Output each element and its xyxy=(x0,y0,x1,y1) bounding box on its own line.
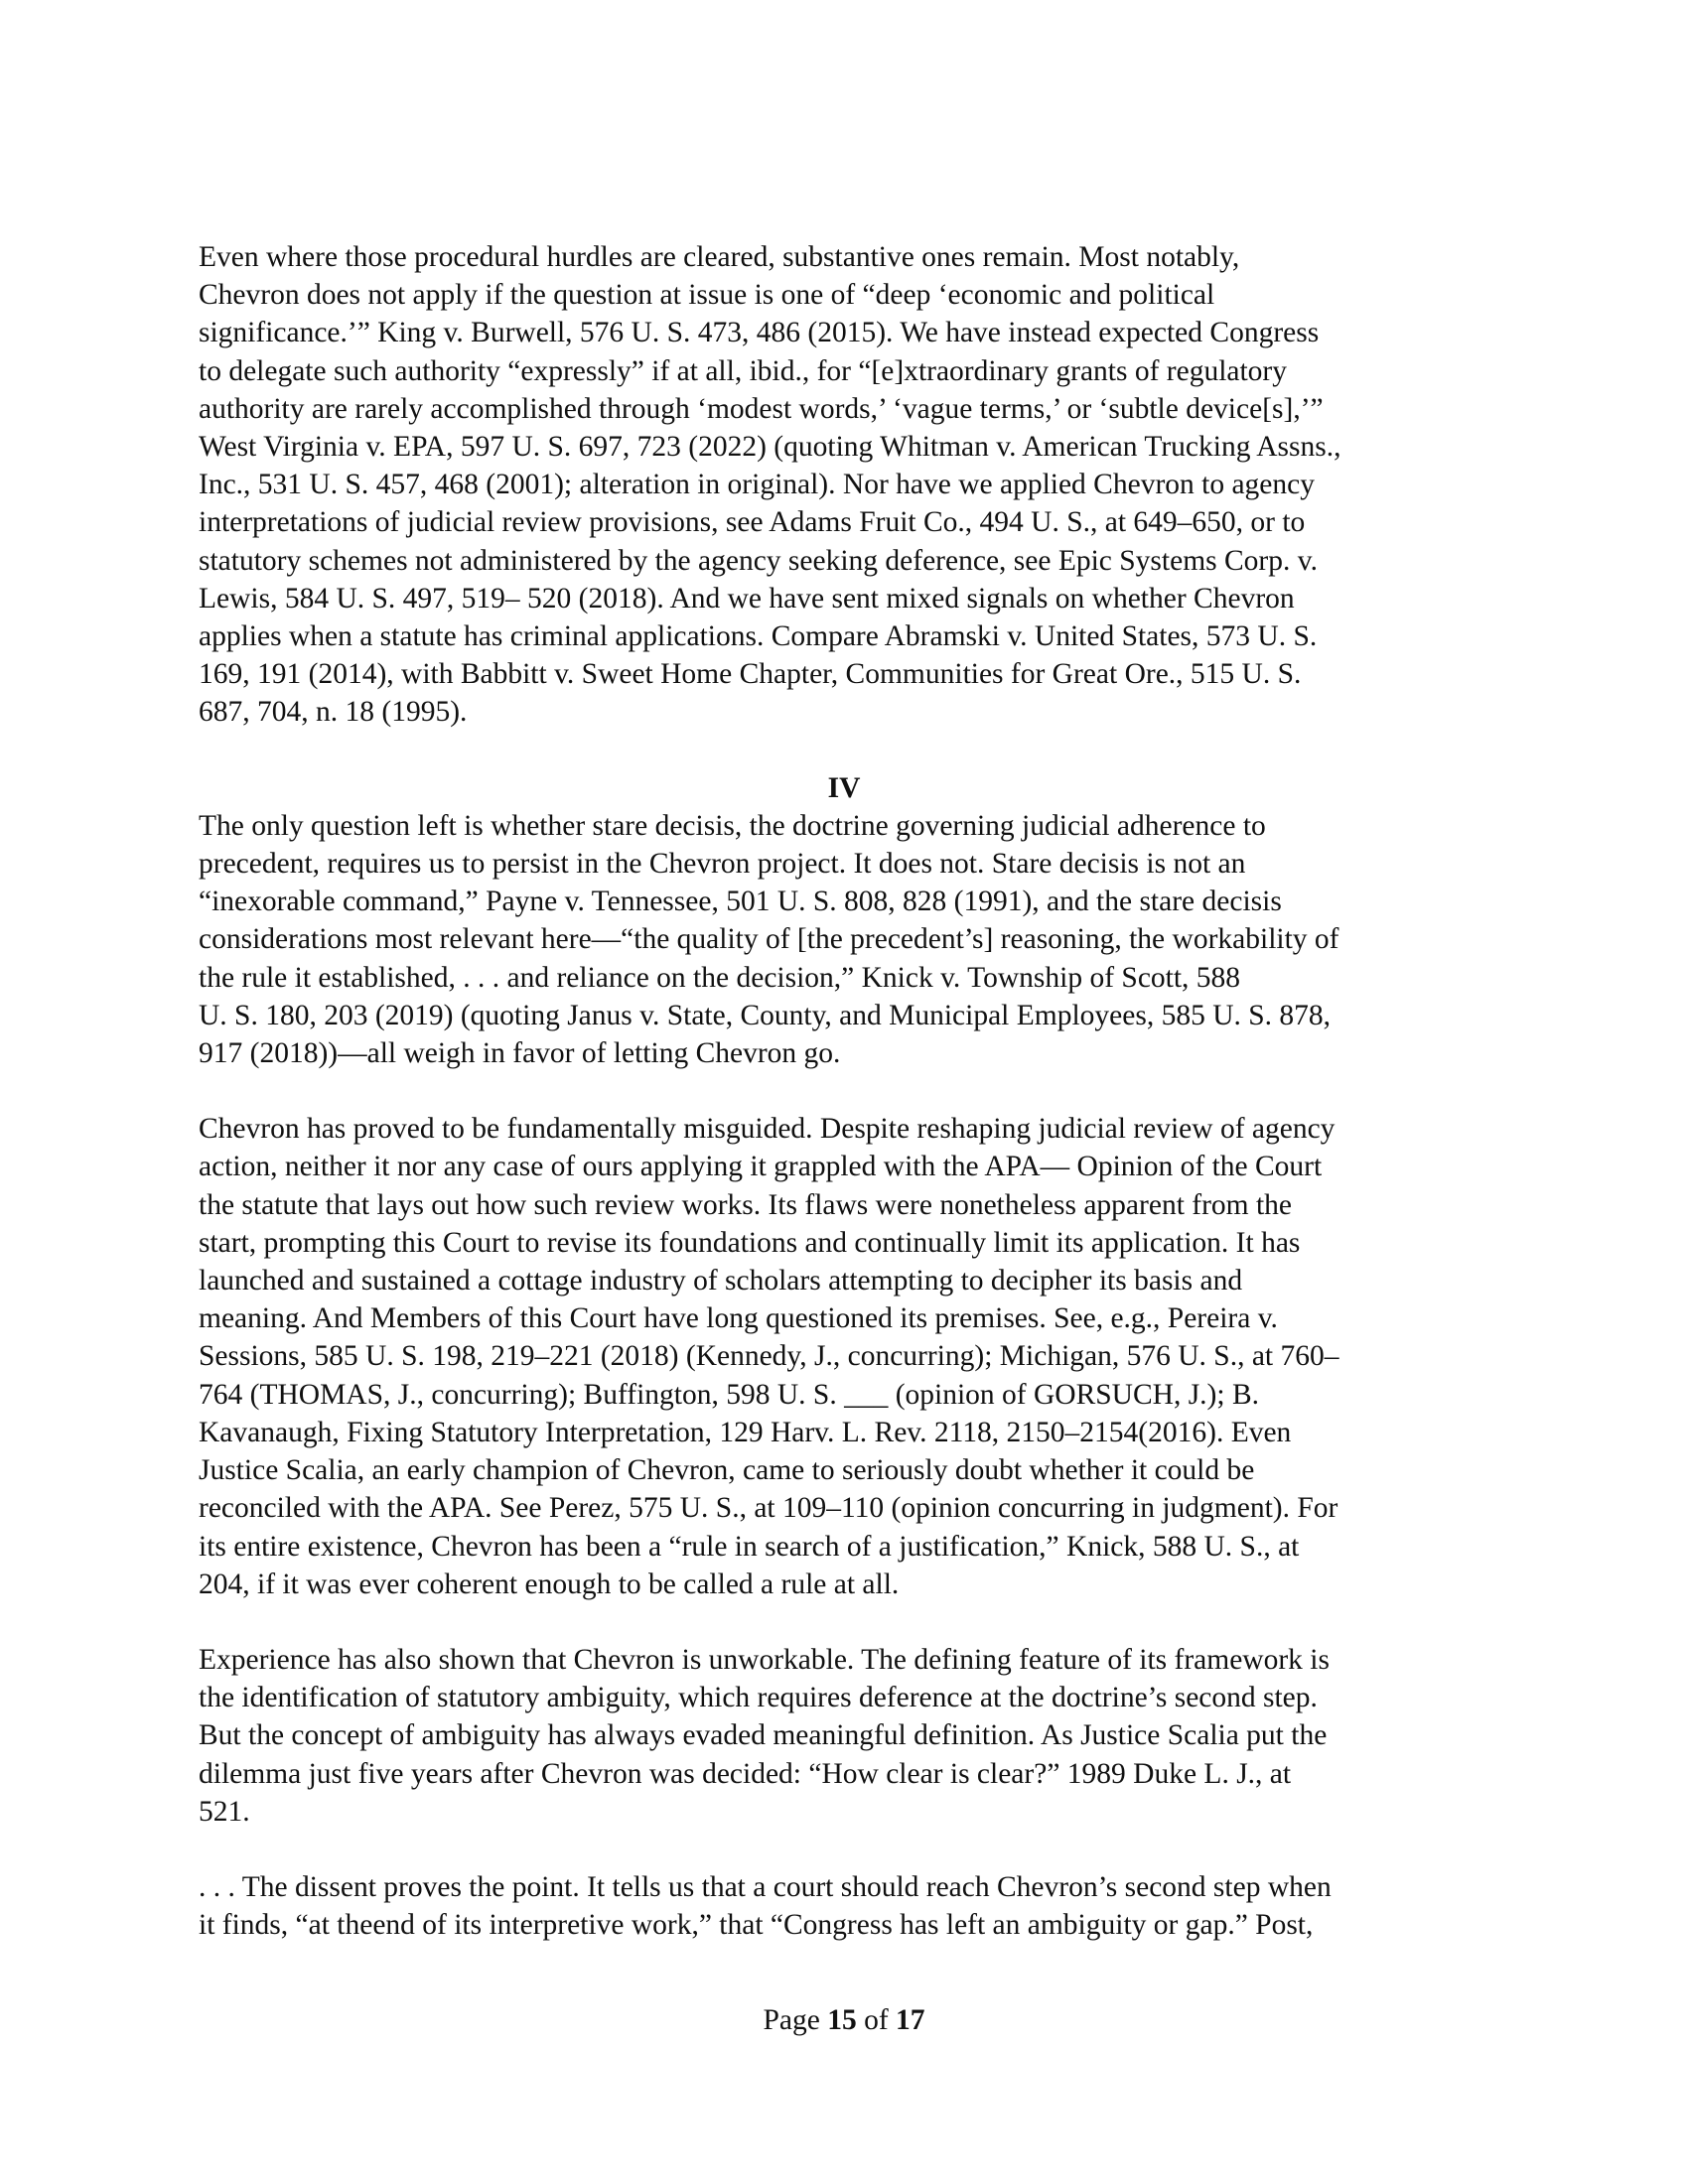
paragraph-procedural-hurdles: Even where those procedural hurdles are cleared, substantive ones remain. Most notably, Chevron does not apply if the question at issue is one of “deep ‘economic and political significance.’” King v. Burwell, 576 U. S. 473, 486 (2015). We have instead expected Congress to delegate such authority “expressly” if at all, ibid., for “[e]xtraordinary grants of regulatory authority are rarely accomplished through ‘modest words,’ ‘vague terms,’ or ‘subtle device[s],’” West Virginia v. EPA, 597 U. S. 697, 723 (2022) (quoting Whitman v. American Trucking Assns., Inc., 531 U. S. 457, 468 (2001); alteration in original). Nor have we applied Chevron to agency interpretations of judicial review provisions, see Adams Fruit Co., 494 U. S., at 649–650, or to statutory schemes not administered by the agency seeking deference, see Epic Systems Corp. v. Lewis, 584 U. S. 497, 519– 520 (2018). And we have sent mixed signals on whether Chevron applies when a statute has criminal applications. Compare Abramski v. United States, 573 U. S. 169, 191 (2014), with Babbitt v. Sweet Home Chapter, Communities for Great Ore., 515 U. S. 687, 704, n. 18 (1995). xyxy=(199,241,1341,729)
page-of-label: of xyxy=(856,2004,897,2036)
section-heading: IV xyxy=(827,771,861,804)
paragraph-spacer xyxy=(199,1072,1489,1110)
document-body xyxy=(199,238,1489,1944)
paragraph-misguided: Chevron has proved to be fundamentally misguided. Despite reshaping judicial review of agency action, neither it nor any case of ours applying it grappled with the APA— Opinion of the Court the statute that lays out how such review works. Its flaws were nonetheless apparent from the start, prompting this Court to revise its foundations and continually limit its application. It has launched and sustained a cottage industry of scholars attempting to decipher its basis and meaning. And Members of this Court have long questioned its premises. See, e.g., Pereira v. Sessions, 585 U. S. 198, 219–221 (2018) (Kennedy, J., concurring); Michigan, 576 U. S., at 760– 764 (THOMAS, J., concurring); Buffington, 598 U. S. ___ (opinion of GORSUCH, J.); B. Kavanaugh, Fixing Statutory Interpretation, 129 Harv. L. Rev. 2118, 2150–2154(2016). Even Justice Scalia, an early champion of Chevron, came to seriously doubt whether it could be reconciled with the APA. See Perez, 575 U. S., at 109–110 (opinion concurring in judgment). For its entire existence, Chevron has been a “rule in search of a justification,” Knick, 588 U. S., at 204, if it was ever coherent enough to be called a rule at all. xyxy=(199,1113,1339,1600)
page-number-footer xyxy=(0,2001,1688,2039)
total-page-count: 17 xyxy=(896,2004,925,2036)
paragraph-spacer xyxy=(199,1603,1489,1641)
paragraph-spacer xyxy=(199,732,1489,769)
paragraph-dissent: . . . The dissent proves the point. It tells us that a court should reach Chevron’s second step when it finds, “at theend of its interpretive work,” that “Congress has left an ambiguity or gap.” Post, xyxy=(199,1870,1332,1942)
current-page-number: 15 xyxy=(827,2004,857,2036)
paragraph-spacer xyxy=(199,1831,1489,1868)
paragraph-stare-decisis: The only question left is whether stare decisis, the doctrine governing judicial adherence to precedent, requires us to persist in the Chevron project. It does not. Stare decisis is not an “inexorable command,” Payne v. Tennessee, 501 U. S. 808, 828 (1991), and the stare decisis considerations most relevant here—“the quality of [the precedent’s] reasoning, the workability of the rule it established, . . . and reliance on the decision,” Knick v. Township of Scott, 588 U. S. 180, 203 (2019) (quoting Janus v. State, County, and Municipal Employees, 585 U. S. 878, 917 (2018))—all weigh in favor of letting Chevron go. xyxy=(199,809,1339,1070)
page-label: Page xyxy=(763,2004,828,2036)
paragraph-unworkable: Experience has also shown that Chevron is unworkable. The defining feature of its framework is the identification of statutory ambiguity, which requires deference at the doctrine’s second step. But the concept of ambiguity has always evaded meaningful definition. As Justice Scalia put the dilemma just five years after Chevron was decided: “How clear is clear?” 1989 Duke L. J., at 521. xyxy=(199,1643,1330,1828)
